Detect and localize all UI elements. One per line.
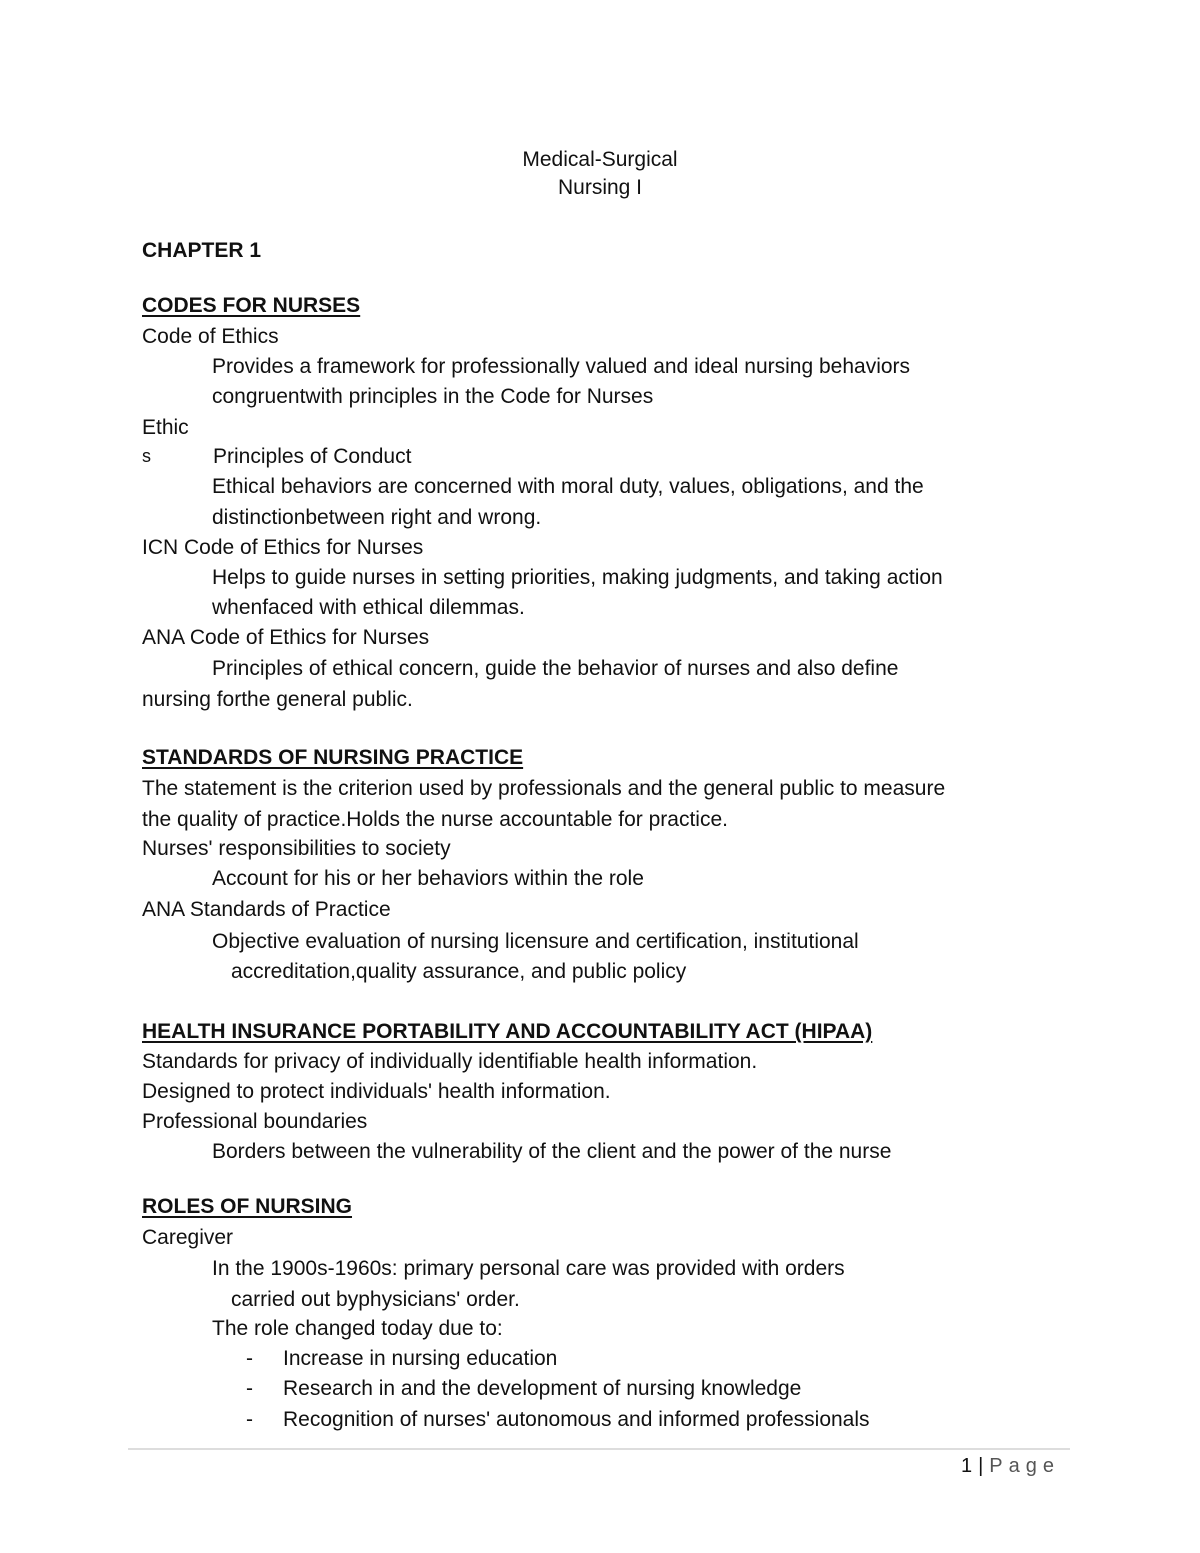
bullet-marker: - (246, 1347, 253, 1370)
term-ana-standards: ANA Standards of Practice (142, 898, 391, 921)
definition-text: Principles of ethical concern, guide the behavior of nurses and also define (212, 657, 899, 680)
term-caregiver: Caregiver (142, 1226, 234, 1249)
chapter-heading: CHAPTER 1 (142, 239, 262, 262)
page-number: 1 (960, 1455, 973, 1477)
footer-divider (128, 1448, 1070, 1450)
term-code-of-ethics: Code of Ethics (142, 325, 279, 348)
definition-text: Objective evaluation of nursing licensure and certification, institutional (212, 930, 859, 953)
term-ethics-wrap: s (142, 446, 151, 466)
definition-text: Ethical behaviors are concerned with moral duty, values, obligations, and the (212, 475, 924, 498)
term-principles-of-conduct: Principles of Conduct (213, 445, 412, 468)
bullet-marker: - (246, 1377, 253, 1400)
definition-text: carried out byphysicians' order. (231, 1288, 520, 1311)
definition-text: nursing forthe general public. (142, 688, 413, 711)
list-item: Research in and the development of nursing knowledge (283, 1377, 802, 1400)
section-heading-codes: CODES FOR NURSES (142, 294, 361, 317)
page-footer (961, 1453, 1060, 1479)
term-ethics: Ethic (142, 416, 189, 439)
definition-text: accreditation,quality assurance, and public policy (231, 960, 687, 983)
section-heading-standards: STANDARDS OF NURSING PRACTICE (142, 746, 524, 769)
paragraph-text: the quality of practice.Holds the nurse accountable for practice. (142, 808, 728, 831)
definition-text: congruentwith principles in the Code for Nurses (212, 385, 654, 408)
definition-text: whenfaced with ethical dilemmas. (212, 596, 525, 619)
term-icn-code: ICN Code of Ethics for Nurses (142, 536, 424, 559)
page-label: Page (989, 1455, 1060, 1477)
definition-text: Account for his or her behaviors within the role (212, 867, 644, 890)
document-title-line2: Nursing I (557, 176, 643, 199)
bullet-marker: - (246, 1408, 253, 1431)
document-title-line1: Medical-Surgical (522, 148, 678, 171)
definition-text: Helps to guide nurses in setting priorities, making judgments, and taking action (212, 566, 943, 589)
section-heading-hipaa: HEALTH INSURANCE PORTABILITY AND ACCOUNTABILITY ACT (HIPAA) (142, 1020, 873, 1043)
definition-text: In the 1900s-1960s: primary personal care was provided with orders (212, 1257, 845, 1280)
paragraph-text: The statement is the criterion used by professionals and the general public to measure (142, 777, 946, 800)
term-professional-boundaries: Professional boundaries (142, 1110, 368, 1133)
section-heading-roles: ROLES OF NURSING (142, 1195, 353, 1218)
list-item: Increase in nursing education (283, 1347, 558, 1370)
footer-separator: | (978, 1455, 984, 1477)
list-item: Recognition of nurses' autonomous and informed professionals (283, 1408, 870, 1431)
term-ana-code: ANA Code of Ethics for Nurses (142, 626, 430, 649)
paragraph-text: Designed to protect individuals' health information. (142, 1080, 611, 1103)
term-responsibilities: Nurses' responsibilities to society (142, 837, 451, 860)
definition-text: Provides a framework for professionally valued and ideal nursing behaviors (212, 355, 911, 378)
definition-text: distinctionbetween right and wrong. (212, 506, 542, 529)
paragraph-text: The role changed today due to: (212, 1317, 503, 1340)
definition-text: Borders between the vulnerability of the client and the power of the nurse (212, 1140, 892, 1163)
paragraph-text: Standards for privacy of individually identifiable health information. (142, 1050, 758, 1073)
